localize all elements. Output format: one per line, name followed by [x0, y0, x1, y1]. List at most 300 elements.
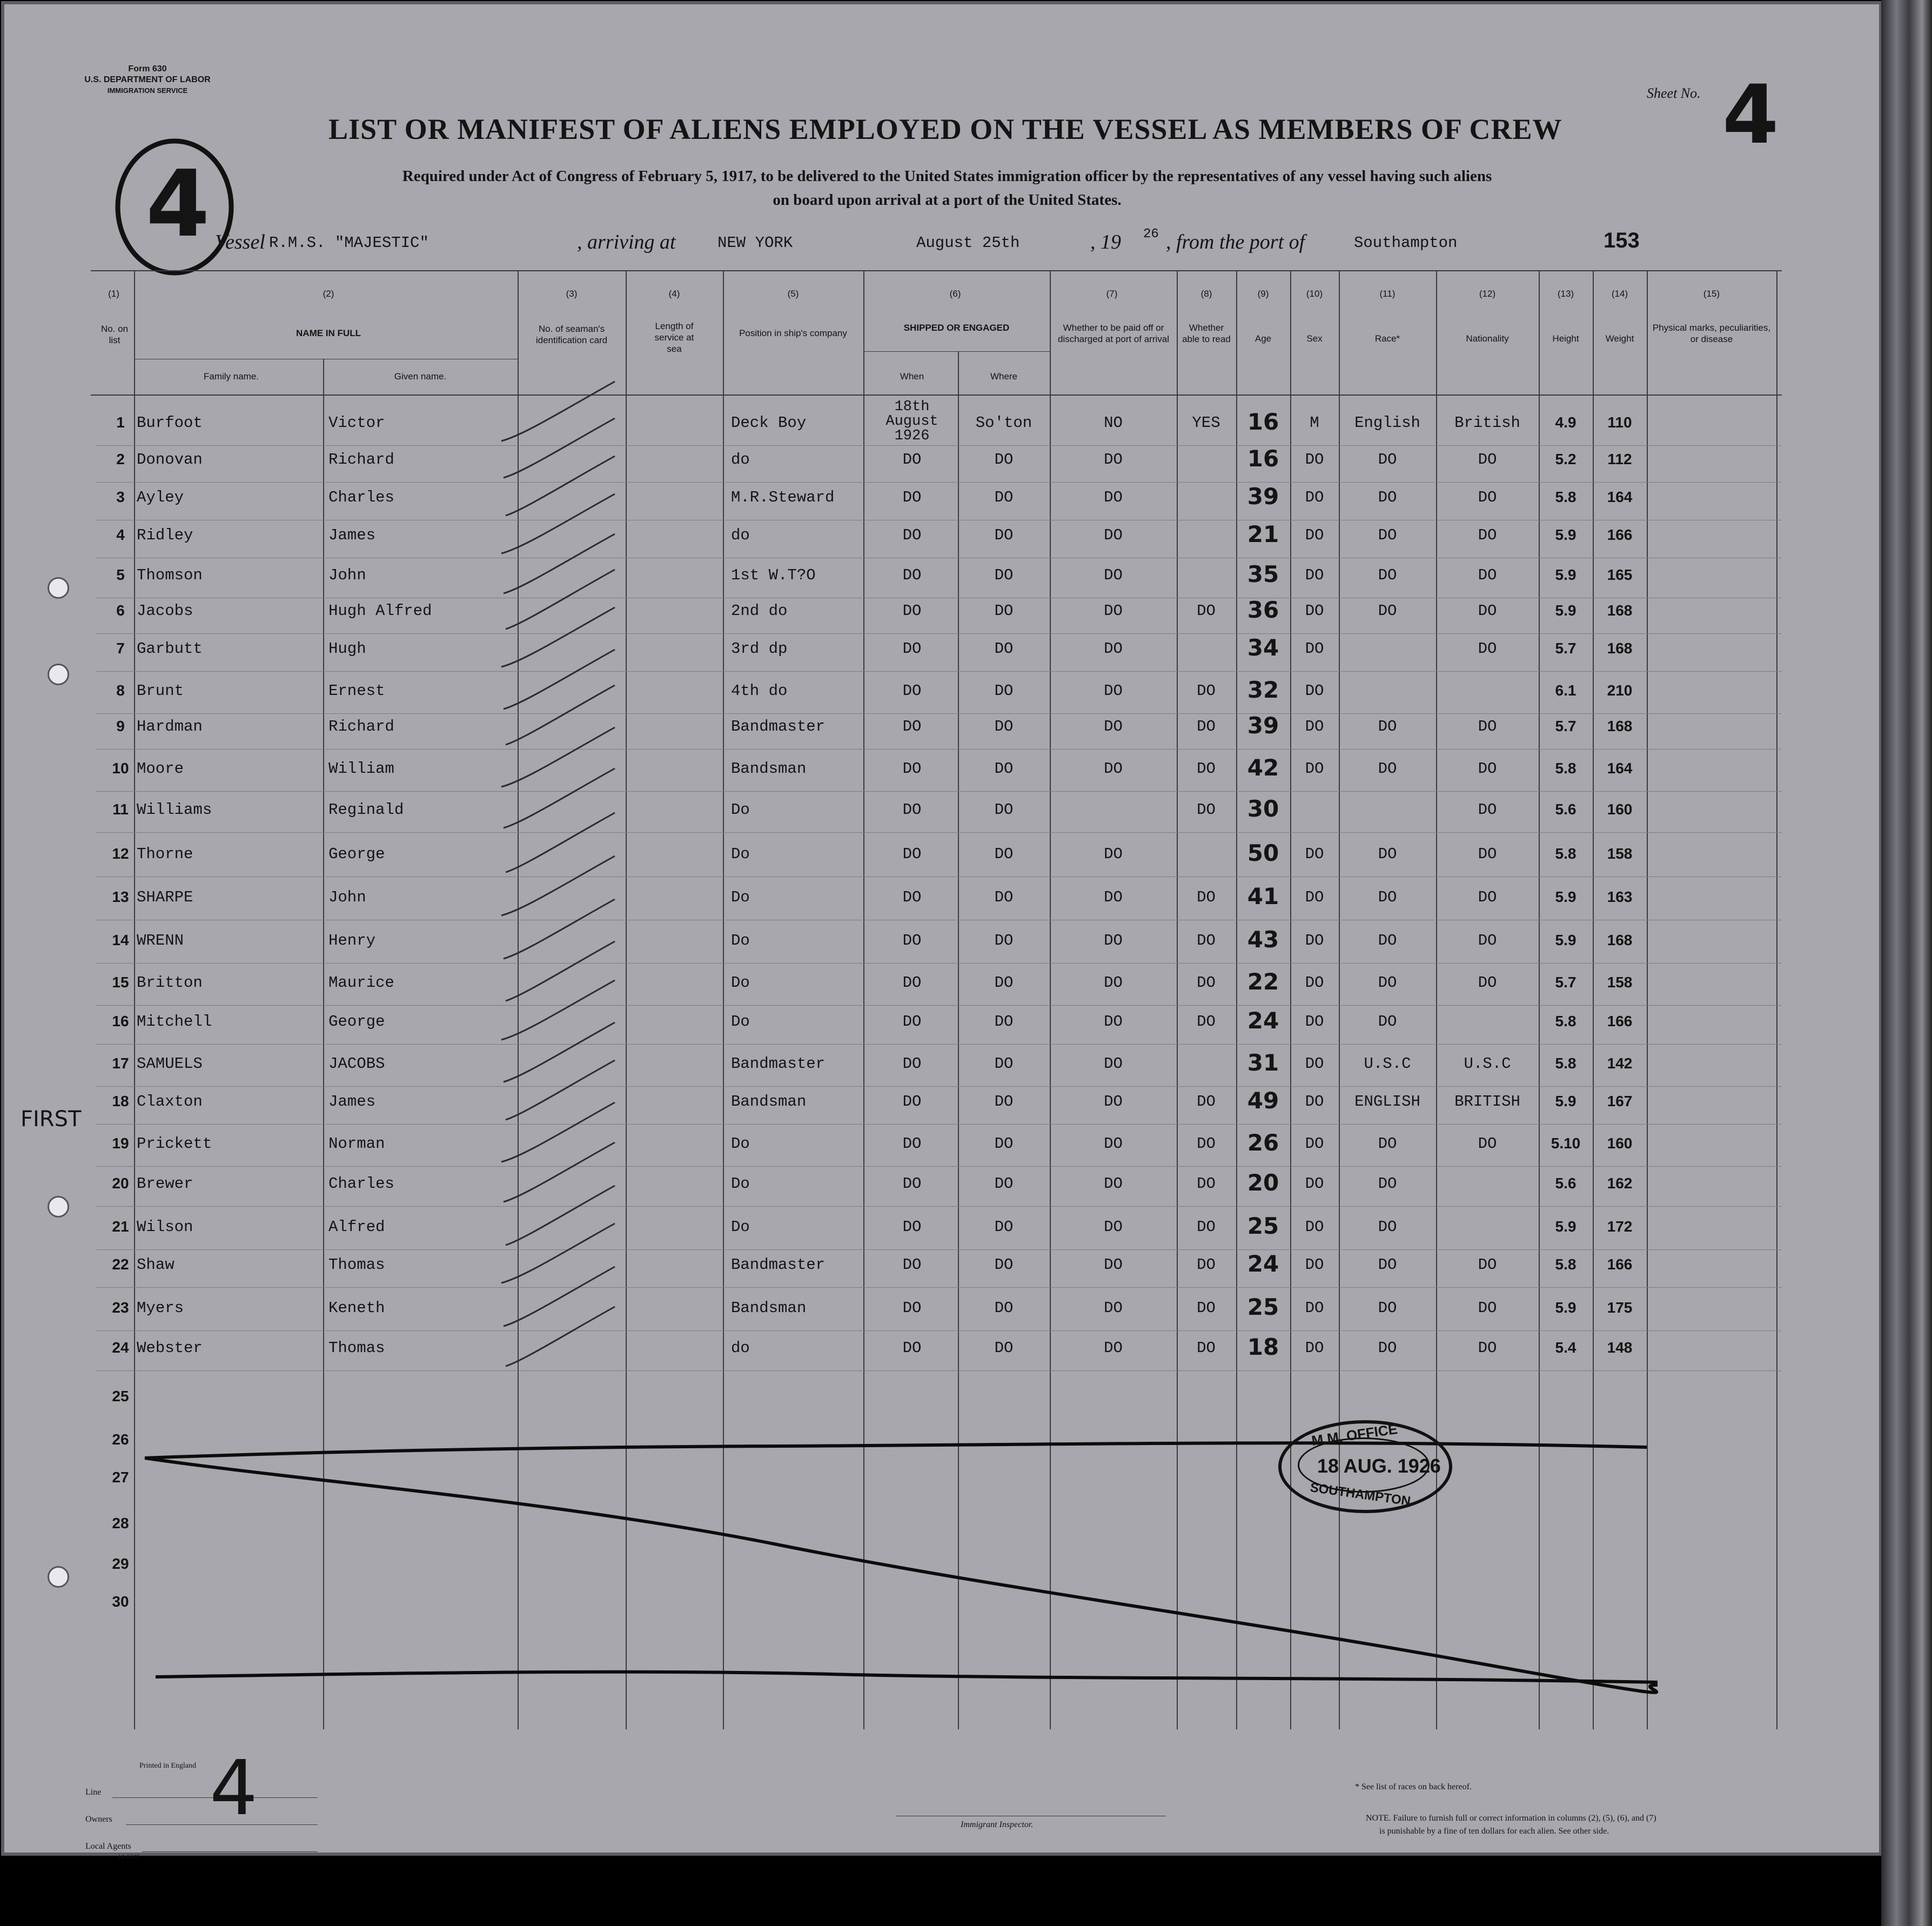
row-where: DO — [994, 1218, 1014, 1236]
row-no: 10 — [112, 760, 129, 777]
row-rule — [96, 1005, 1782, 1006]
row-when: DO — [902, 682, 922, 700]
row-read: DO — [1197, 974, 1216, 992]
tick-mark — [504, 1022, 615, 1082]
row-sex: DO — [1305, 974, 1324, 992]
subtitle-line-2: on board upon arrival at a port of the United States. — [773, 191, 1122, 209]
row-rule — [96, 1287, 1782, 1288]
row-nationality: DO — [1478, 1256, 1497, 1274]
row-paid: DO — [1104, 526, 1123, 544]
row-height: 5.8 — [1555, 760, 1577, 777]
tick-mark — [501, 1223, 615, 1283]
subtitle-line-1: Required under Act of Congress of February 5, 1917, to be delivered to the United States immigration officer by the representatives of any vessel having such aliens — [402, 168, 1492, 185]
footer-owners-label: Owners — [85, 1815, 112, 1824]
row-nationality: DO — [1478, 845, 1497, 863]
row-height: 5.7 — [1555, 974, 1577, 991]
tick-mark — [504, 768, 615, 828]
footer-agents-label: Local Agents — [85, 1842, 131, 1851]
row-nationality: U.S.C — [1464, 1055, 1511, 1073]
row-read: DO — [1197, 1013, 1216, 1031]
col-head-paid-off: Whether to be paid off or discharged at port of arrival — [1058, 323, 1169, 344]
row-no: 4 — [116, 526, 125, 543]
row-paid: DO — [1104, 602, 1123, 620]
row-rule — [96, 713, 1782, 714]
row-height: 4.9 — [1555, 414, 1577, 431]
form-service: IMMIGRATION SERVICE — [107, 86, 188, 95]
row-height: 5.9 — [1555, 566, 1577, 583]
row-where: DO — [994, 974, 1014, 992]
row-no: 18 — [112, 1093, 129, 1109]
row-family: Britton — [137, 974, 203, 992]
arrival-date: August 25th — [916, 234, 1020, 252]
row-nationality: DO — [1478, 801, 1497, 819]
row-paid: DO — [1104, 888, 1123, 906]
col-num: (15) — [1703, 289, 1720, 299]
row-given: Norman — [328, 1135, 385, 1153]
row-race: DO — [1378, 1256, 1397, 1274]
stamp-bottom-text: SOUTHAMPTON — [1309, 1480, 1412, 1509]
row-given: William — [328, 760, 394, 778]
row-sex: DO — [1305, 1299, 1324, 1317]
row-no: 14 — [112, 932, 129, 948]
row-position: Do — [731, 1218, 750, 1236]
col-num: (4) — [668, 289, 680, 299]
row-no: 5 — [116, 566, 125, 583]
row-age: 39 — [1247, 483, 1279, 510]
row-height: 5.9 — [1555, 1218, 1577, 1235]
shipped-subhead-rule — [863, 351, 1050, 352]
row-weight: 168 — [1607, 602, 1633, 619]
row-no: 12 — [112, 845, 129, 862]
row-age: 18 — [1247, 1334, 1279, 1360]
row-weight: 158 — [1607, 974, 1633, 991]
row-race: DO — [1378, 602, 1397, 620]
stamp-top-text: M.M. OFFICE — [1310, 1420, 1399, 1449]
col-num: (14) — [1611, 289, 1628, 299]
row-nationality: DO — [1478, 1135, 1497, 1153]
row-height: 5.9 — [1555, 1093, 1577, 1109]
row-no: 11 — [112, 801, 129, 818]
row-family: Ayley — [137, 489, 184, 506]
row-family: Garbutt — [137, 640, 203, 658]
row-position: Do — [731, 932, 750, 949]
row-rule — [96, 1370, 1782, 1371]
form-department: U.S. DEPARTMENT OF LABOR — [84, 75, 211, 84]
row-given: Keneth — [328, 1299, 385, 1317]
col-num: (6) — [949, 289, 961, 299]
col-num: (13) — [1557, 289, 1574, 299]
row-where: DO — [994, 451, 1014, 469]
row-no: 24 — [112, 1339, 129, 1356]
row-where: DO — [994, 1093, 1014, 1111]
row-given: George — [328, 1013, 385, 1031]
row-given: John — [328, 566, 366, 584]
row-rule — [96, 1330, 1782, 1331]
row-no: 8 — [116, 682, 125, 699]
row-sex: DO — [1305, 602, 1324, 620]
col-rule — [1776, 270, 1777, 1729]
row-age: 35 — [1247, 561, 1279, 587]
row-weight: 160 — [1607, 1135, 1633, 1152]
row-height: 5.9 — [1555, 1299, 1577, 1316]
col-num: (1) — [108, 289, 119, 299]
row-position: Do — [731, 1175, 750, 1193]
row-weight: 210 — [1607, 682, 1633, 699]
row-rule — [96, 749, 1782, 750]
row-where: DO — [994, 1339, 1014, 1357]
footer-note-1: NOTE. Failure to furnish full or correct information in columns (2), (5), (6), and (7) — [1366, 1814, 1656, 1823]
row-age: 21 — [1247, 521, 1279, 547]
row-weight: 168 — [1607, 932, 1633, 948]
row-family: Donovan — [137, 451, 203, 469]
row-no: 27 — [112, 1469, 129, 1486]
form-info — [58, 64, 237, 96]
row-family: Burfoot — [137, 414, 203, 432]
circled-number-text: 4 — [146, 151, 210, 258]
row-when: DO — [902, 489, 922, 506]
row-no: 21 — [112, 1218, 129, 1235]
row-race: DO — [1378, 845, 1397, 863]
row-when: DO — [902, 1339, 922, 1357]
row-given: James — [328, 1093, 376, 1111]
row-no: 16 — [112, 1013, 129, 1029]
printed-in: Printed in England — [139, 1762, 196, 1770]
row-age: 30 — [1247, 795, 1279, 822]
row-when: DO — [902, 845, 922, 863]
row-position: Bandsman — [731, 1093, 807, 1111]
row-rule — [96, 633, 1782, 634]
row-nationality: DO — [1478, 1299, 1497, 1317]
row-age: 43 — [1247, 926, 1279, 953]
row-when: DO — [902, 1218, 922, 1236]
row-when: DO — [902, 1093, 922, 1111]
row-weight: 164 — [1607, 489, 1633, 505]
col-head-position: Position in ship's company — [739, 328, 847, 338]
tick-mark — [501, 494, 615, 553]
row-nationality: DO — [1478, 566, 1497, 584]
row-age: 36 — [1247, 597, 1279, 623]
row-race: DO — [1378, 451, 1397, 469]
row-given: Richard — [328, 718, 394, 735]
row-sex: DO — [1305, 888, 1324, 906]
row-family: Wilson — [137, 1218, 193, 1236]
row-read: DO — [1197, 602, 1216, 620]
row-race: DO — [1378, 718, 1397, 735]
row-sex: DO — [1305, 640, 1324, 658]
footer-handwritten-number: 4 — [210, 1744, 258, 1833]
col-head-physical: Physical marks, peculiarities, or disease — [1652, 323, 1771, 344]
row-where: DO — [994, 640, 1014, 658]
inspector-label: Immigrant Inspector. — [961, 1820, 1034, 1829]
row-height: 5.8 — [1555, 489, 1577, 505]
row-position: do — [731, 1339, 750, 1357]
form-number: Form 630 — [128, 64, 167, 73]
row-race: DO — [1378, 1013, 1397, 1031]
row-sex: DO — [1305, 1256, 1324, 1274]
vessel-line — [215, 230, 265, 257]
row-read: YES — [1192, 414, 1220, 432]
row-sex: DO — [1305, 932, 1324, 949]
row-when: DO — [902, 1013, 922, 1031]
row-when: DO — [902, 888, 922, 906]
row-no: 13 — [112, 888, 129, 905]
tick-mark — [506, 813, 615, 872]
row-no: 23 — [112, 1299, 129, 1316]
binding-hole — [48, 664, 69, 685]
vessel-name: R.M.S. "MAJESTIC" — [269, 234, 429, 252]
row-read: DO — [1197, 1339, 1216, 1357]
row-read: DO — [1197, 1175, 1216, 1193]
row-no: 15 — [112, 974, 129, 991]
row-race: DO — [1378, 932, 1397, 949]
subtitle — [231, 164, 1663, 212]
id-card-tick-marks — [491, 350, 674, 1442]
col-num: (5) — [787, 289, 799, 299]
col-num: (3) — [566, 289, 578, 299]
row-position: Bandmaster — [731, 1256, 826, 1274]
row-when: DO — [902, 526, 922, 544]
row-where: DO — [994, 1175, 1014, 1193]
tick-mark — [501, 382, 615, 441]
row-age: 26 — [1247, 1129, 1279, 1156]
row-height: 5.10 — [1551, 1135, 1581, 1152]
row-no: 30 — [112, 1593, 129, 1610]
row-read: DO — [1197, 760, 1216, 778]
row-family: Jacobs — [137, 602, 193, 620]
col-head-height: Height — [1552, 333, 1579, 344]
row-no: 29 — [112, 1555, 129, 1572]
row-race: DO — [1378, 1175, 1397, 1193]
row-weight: 175 — [1607, 1299, 1633, 1316]
row-family: WRENN — [137, 932, 184, 949]
tick-mark — [501, 856, 615, 915]
row-sex: DO — [1305, 1055, 1324, 1073]
row-weight: 112 — [1607, 451, 1632, 467]
row-race: DO — [1378, 760, 1397, 778]
row-where: DO — [994, 1299, 1014, 1317]
row-when: DO — [902, 1256, 922, 1274]
row-read: DO — [1197, 718, 1216, 735]
page-edge-stack — [1881, 0, 1932, 1926]
row-age: 50 — [1247, 840, 1279, 866]
row-family: SAMUELS — [137, 1055, 203, 1073]
row-when: DO — [902, 1175, 922, 1193]
sheet-label: Sheet No. — [1647, 85, 1701, 101]
row-paid: DO — [1104, 932, 1123, 949]
row-paid: DO — [1104, 566, 1123, 584]
row-nationality: DO — [1478, 451, 1497, 469]
col-head-no: No. on list — [100, 324, 129, 345]
row-when: DO — [902, 760, 922, 778]
row-nationality: DO — [1478, 888, 1497, 906]
row-when: DO — [902, 566, 922, 584]
row-weight: 165 — [1607, 566, 1633, 583]
row-race: DO — [1378, 566, 1397, 584]
row-rule — [96, 963, 1782, 964]
row-weight: 162 — [1607, 1175, 1633, 1192]
col-head-length-service: Length of service at sea — [654, 321, 694, 354]
row-nationality: BRITISH — [1454, 1093, 1520, 1111]
binding-hole — [48, 1566, 69, 1588]
vessel-list-number: 153 — [1604, 229, 1640, 252]
row-when: DO — [902, 640, 922, 658]
row-age: 25 — [1247, 1294, 1279, 1320]
row-rule — [96, 791, 1782, 792]
binding-hole — [48, 577, 69, 599]
row-where: DO — [994, 682, 1014, 700]
row-when: DO — [902, 1055, 922, 1073]
col-num: (8) — [1200, 289, 1212, 299]
row-height: 5.7 — [1555, 718, 1577, 734]
row-family: Hardman — [137, 718, 203, 735]
tick-mark — [501, 1102, 615, 1162]
row-nationality: DO — [1478, 718, 1497, 735]
row-height: 5.6 — [1555, 801, 1577, 818]
row-height: 5.9 — [1555, 602, 1577, 619]
row-weight: 110 — [1607, 414, 1632, 431]
row-position: M.R.Steward — [731, 489, 835, 506]
tick-mark — [504, 1142, 615, 1202]
row-height: 5.8 — [1555, 845, 1577, 862]
row-race: DO — [1378, 888, 1397, 906]
col-head-age: Age — [1255, 333, 1272, 344]
row-no: 25 — [112, 1388, 129, 1405]
row-given: George — [328, 845, 385, 863]
arriving-label: , arriving at — [577, 231, 676, 253]
row-position: Bandsman — [731, 760, 807, 778]
row-sex: DO — [1305, 1175, 1324, 1193]
row-no: 6 — [116, 602, 125, 619]
row-no: 7 — [116, 640, 125, 657]
row-weight: 168 — [1607, 718, 1633, 734]
row-no: 3 — [116, 489, 125, 505]
row-rule — [96, 482, 1782, 483]
row-height: 5.7 — [1555, 640, 1577, 657]
row-given: Hugh — [328, 640, 366, 658]
row-given: Maurice — [328, 974, 394, 992]
row-family: Moore — [137, 760, 184, 778]
row-where: DO — [994, 760, 1014, 778]
row-family: SHARPE — [137, 888, 193, 906]
tick-mark — [506, 570, 615, 629]
row-rule — [96, 1206, 1782, 1207]
row-family: Prickett — [137, 1135, 212, 1153]
row-no: 9 — [116, 718, 125, 734]
col-head-where: Where — [990, 371, 1018, 382]
row-no: 2 — [116, 451, 125, 467]
row-position: Do — [731, 845, 750, 863]
row-weight: 148 — [1607, 1339, 1633, 1356]
row-given: Thomas — [328, 1256, 385, 1274]
row-paid: DO — [1104, 845, 1123, 863]
row-when: DO — [902, 718, 922, 735]
row-read: DO — [1197, 1299, 1216, 1317]
row-paid: NO — [1104, 414, 1123, 432]
row-position: Bandmaster — [731, 718, 826, 735]
row-rule — [96, 1086, 1782, 1087]
row-no: 19 — [112, 1135, 129, 1152]
margin-note: FIRST — [21, 1107, 82, 1132]
tick-mark — [504, 534, 615, 593]
row-weight: 168 — [1607, 640, 1633, 657]
row-weight: 158 — [1607, 845, 1633, 862]
row-rule — [96, 1249, 1782, 1250]
row-height: 5.9 — [1555, 888, 1577, 905]
row-race: DO — [1378, 1339, 1397, 1357]
row-where: DO — [994, 489, 1014, 506]
row-position: do — [731, 451, 750, 469]
row-sex: DO — [1305, 1093, 1324, 1111]
row-where: DO — [994, 888, 1014, 906]
row-nationality: DO — [1478, 489, 1497, 506]
tick-mark — [506, 456, 615, 516]
row-when: DO — [902, 1299, 922, 1317]
row-when: DO — [902, 801, 922, 819]
row-where: DO — [994, 845, 1014, 863]
row-rule — [96, 1124, 1782, 1125]
row-age: 16 — [1247, 445, 1279, 472]
tick-mark — [501, 980, 615, 1040]
row-read: DO — [1197, 1256, 1216, 1274]
row-paid: DO — [1104, 1013, 1123, 1031]
row-paid: DO — [1104, 489, 1123, 506]
row-paid: DO — [1104, 1175, 1123, 1193]
row-rule — [96, 671, 1782, 672]
row-nationality: DO — [1478, 602, 1497, 620]
office-stamp — [1278, 1420, 1452, 1513]
row-sex: M — [1310, 414, 1319, 432]
footer-note-2: is punishable by a fine of ten dollars for each alien. See other side. — [1379, 1827, 1609, 1836]
row-sex: DO — [1305, 526, 1324, 544]
row-family: Williams — [137, 801, 212, 819]
row-given: Richard — [328, 451, 394, 469]
row-rule — [96, 832, 1782, 833]
row-no: 28 — [112, 1515, 129, 1532]
row-position: 3rd dp — [731, 640, 788, 658]
row-race: DO — [1378, 974, 1397, 992]
row-given: Thomas — [328, 1339, 385, 1357]
tick-mark — [501, 607, 615, 667]
year-suffix: 26 — [1143, 227, 1159, 242]
row-family: Thorne — [137, 845, 193, 863]
row-sex: DO — [1305, 451, 1324, 469]
row-race: U.S.C — [1364, 1055, 1411, 1073]
row-sex: DO — [1305, 718, 1324, 735]
row-nationality: DO — [1478, 640, 1497, 658]
row-given: Henry — [328, 932, 376, 949]
arrival-port: NEW YORK — [717, 234, 793, 252]
col-head-weight: Weight — [1605, 333, 1634, 344]
row-race: DO — [1378, 489, 1397, 506]
row-when: DO — [902, 974, 922, 992]
col-head-nationality: Nationality — [1466, 333, 1509, 344]
row-position: Bandmaster — [731, 1055, 826, 1073]
row-height: 5.8 — [1555, 1055, 1577, 1072]
row-nationality: British — [1454, 414, 1520, 432]
row-read: DO — [1197, 1218, 1216, 1236]
row-given: James — [328, 526, 376, 544]
row-age: 49 — [1247, 1087, 1279, 1114]
tick-mark — [504, 650, 615, 709]
tick-mark — [504, 418, 615, 478]
row-where: So'ton — [975, 414, 1032, 432]
col-num: (9) — [1257, 289, 1269, 299]
row-given: Reginald — [328, 801, 404, 819]
col-num: (12) — [1479, 289, 1496, 299]
row-family: Shaw — [137, 1256, 175, 1274]
row-no: 20 — [112, 1175, 129, 1192]
row-weight: 164 — [1607, 760, 1633, 777]
